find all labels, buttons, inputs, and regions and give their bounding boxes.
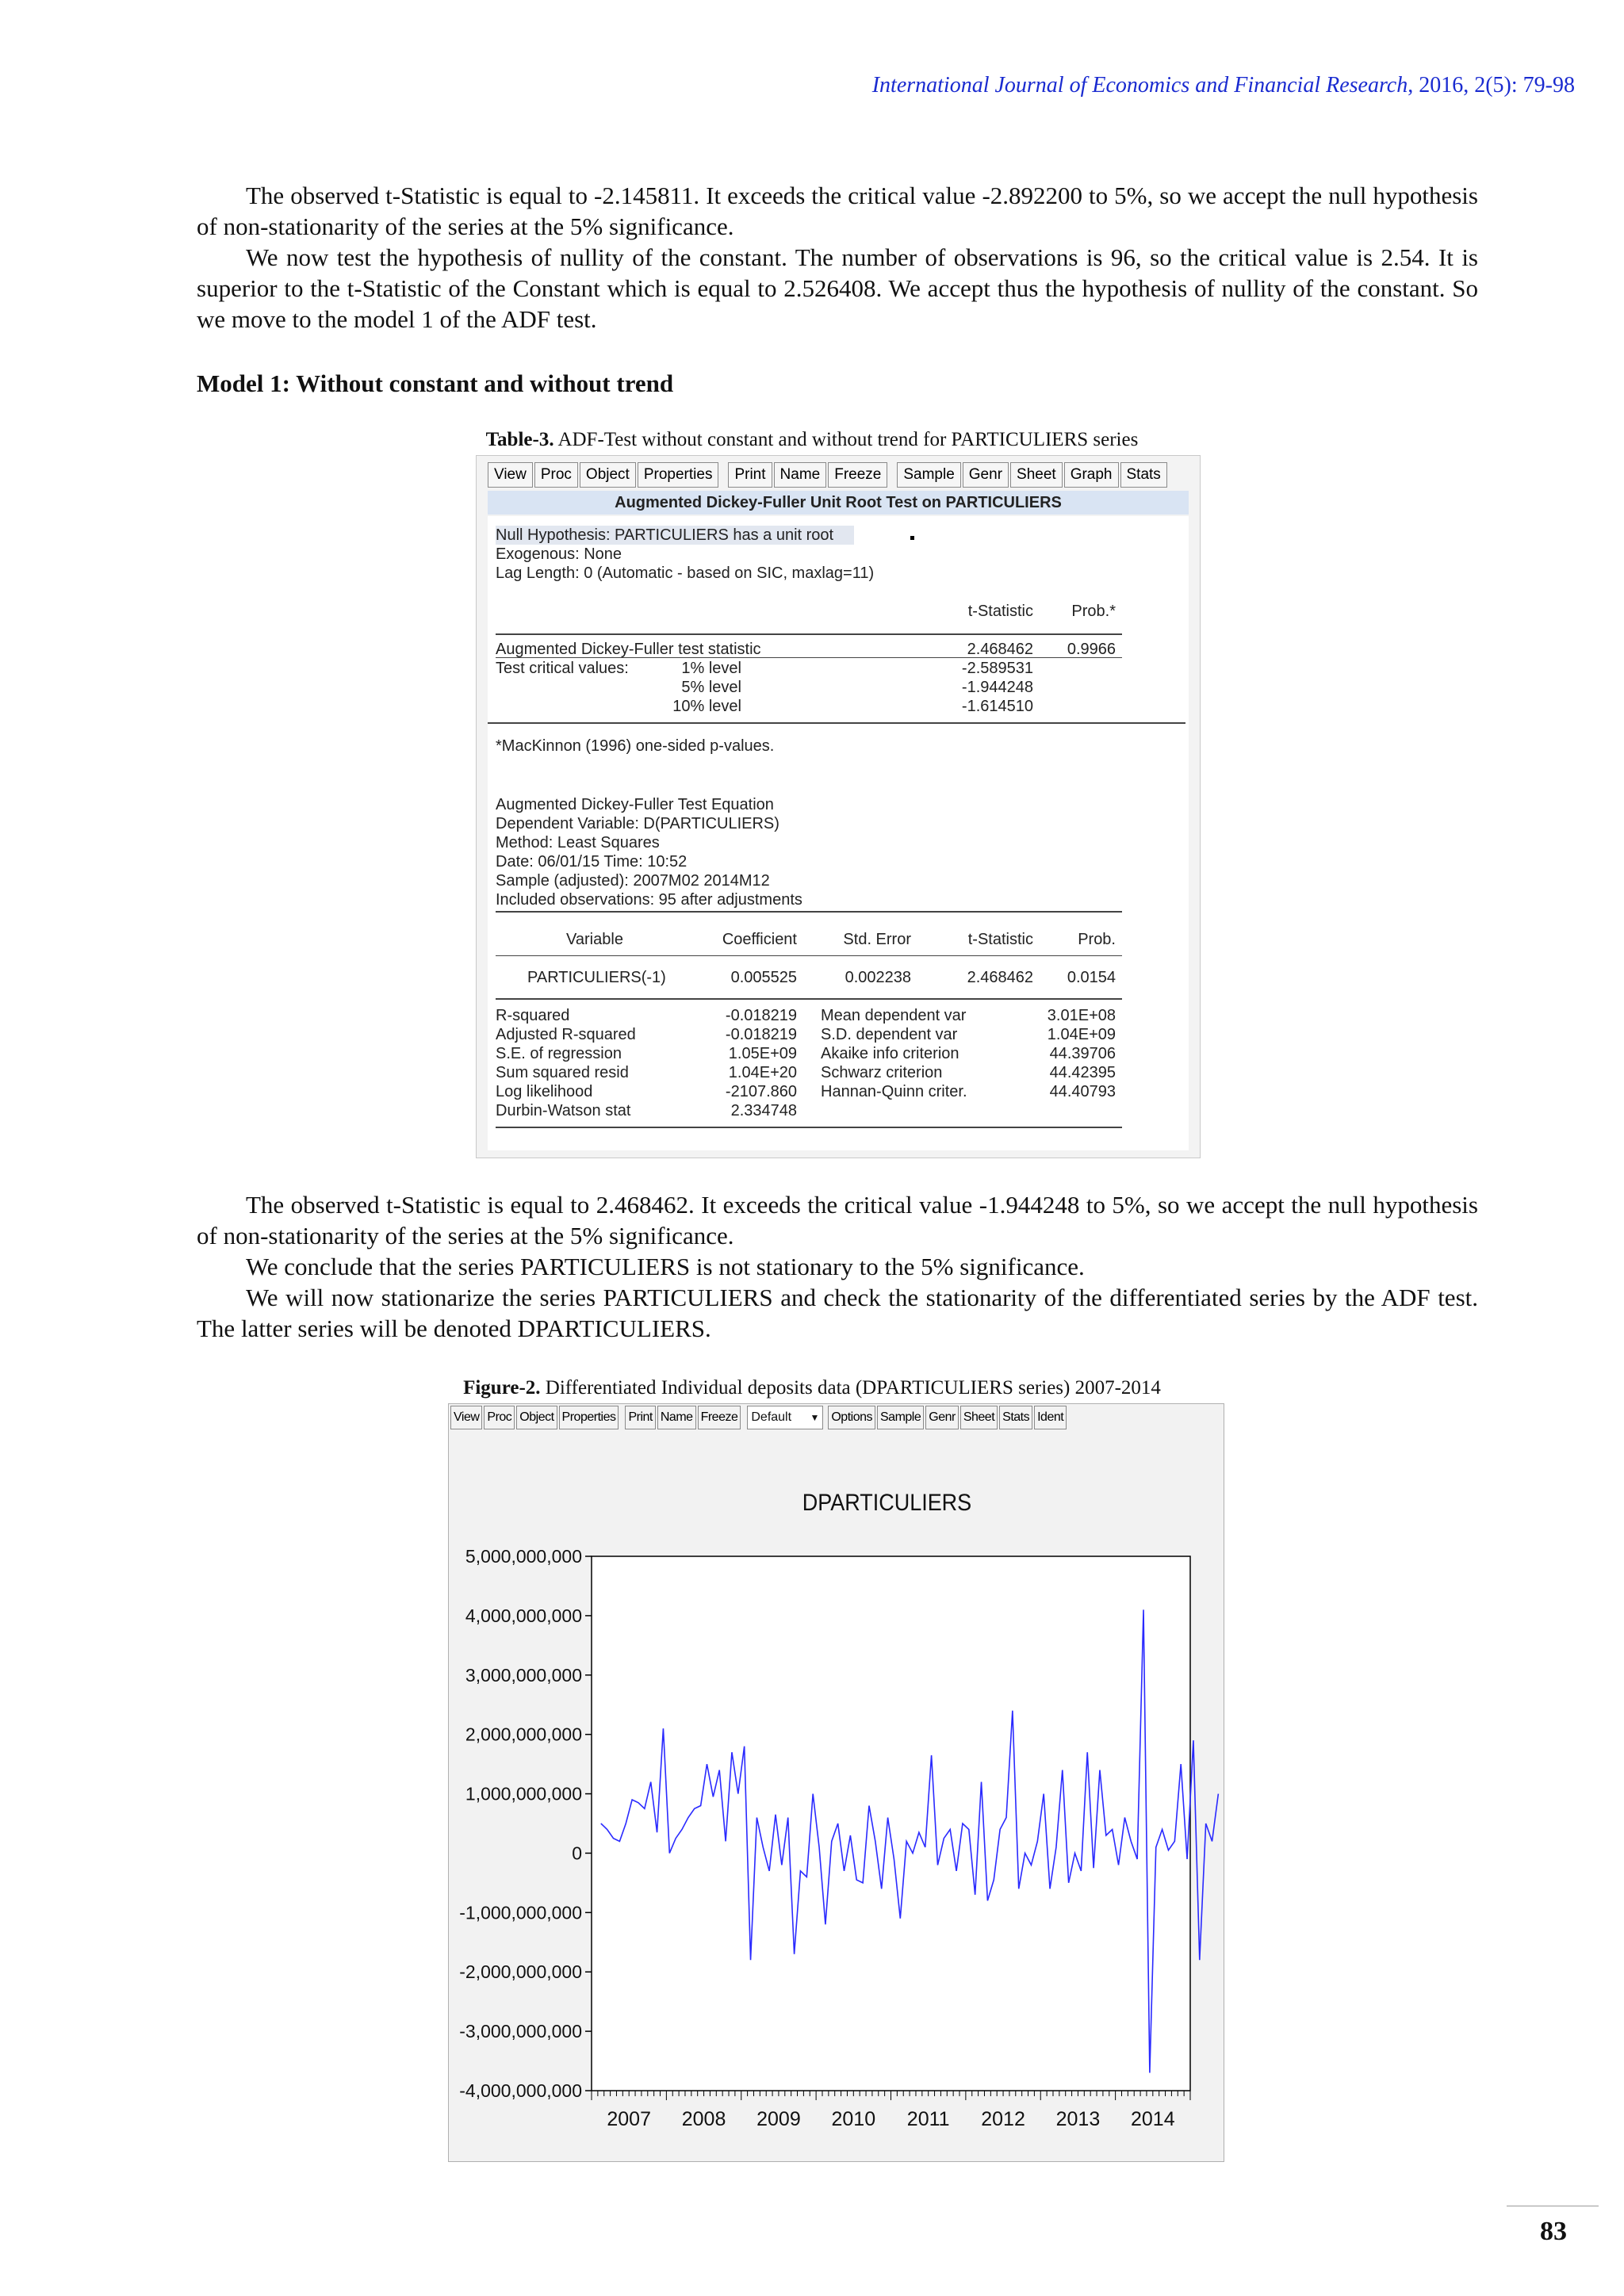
coef-header-coefficient: Coefficient: [722, 931, 797, 948]
plot-area: [592, 1556, 1190, 2091]
stat-label: Sum squared resid: [496, 1064, 629, 1081]
graph-button[interactable]: Graph: [1064, 462, 1119, 488]
y-tick-label: 0: [572, 1843, 582, 1864]
coef-tstat: 2.468462: [967, 969, 1033, 986]
table-rule: [488, 722, 1185, 724]
page-number: 83: [1540, 2217, 1567, 2246]
y-tick-label: 5,000,000,000: [465, 1546, 582, 1567]
coef-stderror: 0.002238: [845, 969, 911, 986]
journal-title: International Journal of Economics and Financial Research: [871, 73, 1408, 98]
stat-label: Mean dependent var: [821, 1007, 967, 1024]
graph-toolbar: [450, 1406, 1068, 1429]
equation-line: Date: 06/01/15 Time: 10:52: [496, 853, 688, 871]
sheet-button[interactable]: Sheet: [1010, 462, 1063, 488]
properties-button[interactable]: Properties: [638, 462, 719, 488]
line-chart: [449, 1431, 1222, 2159]
coef-header-variable: Variable: [566, 931, 623, 948]
table-caption-label: Table-3.: [485, 429, 554, 450]
body-text-middle: [197, 1189, 1478, 1344]
col-header-tstat: t-Statistic: [967, 603, 1033, 620]
stat-label: Akaike info criterion: [821, 1045, 959, 1062]
equation-line: Dependent Variable: D(PARTICULIERS): [496, 815, 779, 832]
proc-button[interactable]: Proc: [534, 462, 578, 488]
eviews-table-window: [476, 455, 1201, 1158]
genr-button[interactable]: Genr: [925, 1406, 959, 1429]
view-button[interactable]: View: [488, 462, 533, 488]
stats-button[interactable]: Stats: [1120, 462, 1167, 488]
genr-button[interactable]: Genr: [963, 462, 1009, 488]
chevron-down-icon: ▼: [810, 1412, 820, 1423]
crit-value: -1.614510: [961, 698, 1033, 715]
equation-line: Augmented Dickey-Fuller Test Equation: [496, 796, 774, 813]
stat-label: S.D. dependent var: [821, 1026, 958, 1043]
crit-value: -2.589531: [961, 660, 1033, 677]
figure-caption: [0, 1377, 1624, 1399]
eviews-graph-window: [448, 1403, 1224, 2162]
stat-value: -0.018219: [725, 1007, 797, 1024]
y-tick-label: -4,000,000,000: [459, 2080, 582, 2101]
freeze-button[interactable]: Freeze: [698, 1406, 741, 1429]
table-caption-text: ADF-Test without constant and without trend for PARTICULIERS series: [553, 429, 1139, 450]
view-button[interactable]: View: [450, 1406, 482, 1429]
table-rule: [496, 955, 1122, 956]
stat-label: R-squared: [496, 1007, 570, 1024]
stat-value: 1.05E+09: [728, 1045, 797, 1062]
stat-value: 3.01E+08: [1047, 1007, 1116, 1024]
paragraph: We conclude that the series PARTICULIERS is not stationary to the 5% significance.: [246, 1253, 1085, 1280]
stat-label: Durbin-Watson stat: [496, 1102, 631, 1119]
proc-button[interactable]: Proc: [484, 1406, 515, 1429]
table-caption: [0, 429, 1624, 451]
sample-button[interactable]: Sample: [877, 1406, 924, 1429]
adf-label: Augmented Dickey-Fuller test statistic: [496, 641, 761, 658]
stat-value: 1.04E+09: [1047, 1026, 1116, 1043]
sample-button[interactable]: Sample: [897, 462, 960, 488]
name-button[interactable]: Name: [657, 1406, 696, 1429]
chart-title: DPARTICULIERS: [802, 1489, 972, 1517]
stat-value: 44.42395: [1049, 1064, 1116, 1081]
print-button[interactable]: Print: [625, 1406, 655, 1429]
graph-type-value: Default: [751, 1410, 792, 1424]
exogenous: Exogenous: None: [496, 545, 622, 563]
crit-level: 5% level: [681, 679, 741, 696]
cursor-marker: [910, 536, 914, 540]
crit-label: Test critical values:: [496, 660, 629, 677]
table-rule: [496, 657, 1122, 658]
stat-value: -0.018219: [725, 1026, 797, 1043]
figure-caption-label: Figure-2.: [463, 1377, 541, 1399]
crit-level: 1% level: [681, 660, 741, 677]
coef-header-prob: Prob.: [1078, 931, 1116, 948]
y-tick-label: 1,000,000,000: [465, 1783, 582, 1804]
ident-button[interactable]: Ident: [1034, 1406, 1067, 1429]
table-toolbar: [488, 462, 1169, 489]
table-rule: [496, 998, 1122, 1000]
adf-prob: 0.9966: [1067, 641, 1116, 658]
adf-tstat: 2.468462: [967, 641, 1033, 658]
equation-line: Sample (adjusted): 2007M02 2014M12: [496, 872, 770, 890]
table-panel: [488, 516, 1189, 1150]
coef-variable: PARTICULIERS(-1): [527, 969, 666, 986]
graph-type-select[interactable]: [747, 1406, 823, 1429]
table-window-title: Augmented Dickey-Fuller Unit Root Test on PARTICULIERS: [488, 491, 1189, 515]
object-button[interactable]: Object: [516, 1406, 557, 1429]
col-header-prob: Prob.*: [1071, 603, 1116, 620]
lag-length: Lag Length: 0 (Automatic - based on SIC, maxlag=11): [496, 564, 875, 582]
y-tick-label: -1,000,000,000: [459, 1902, 582, 1923]
stat-label: Schwarz criterion: [821, 1064, 943, 1081]
y-tick-label: -3,000,000,000: [459, 2021, 582, 2042]
paragraph: The observed t-Statistic is equal to -2.145811. It exceeds the critical value -2.892200 to 5%, so we accept the null hypothesis of non-stationarity of the series at the 5% significance.: [197, 182, 1478, 240]
table-rule: [496, 911, 1122, 913]
stat-label: Adjusted R-squared: [496, 1026, 636, 1043]
object-button[interactable]: Object: [580, 462, 636, 488]
x-tick-label: 2010: [831, 2108, 876, 2130]
crit-level: 10% level: [672, 698, 741, 715]
stat-label: Log likelihood: [496, 1083, 593, 1100]
stat-value: 44.39706: [1049, 1045, 1116, 1062]
y-tick-label: 4,000,000,000: [465, 1605, 582, 1626]
coef-prob: 0.0154: [1067, 969, 1116, 986]
crit-value: -1.944248: [961, 679, 1033, 696]
stat-value: 1.04E+20: [728, 1064, 797, 1081]
print-button[interactable]: Print: [728, 462, 772, 488]
null-hypothesis: Null Hypothesis: PARTICULIERS has a unit root: [496, 526, 854, 545]
x-tick-label: 2009: [756, 2108, 801, 2130]
stats-button[interactable]: Stats: [999, 1406, 1032, 1429]
x-tick-label: 2011: [906, 2108, 950, 2130]
x-tick-label: 2014: [1131, 2108, 1175, 2130]
stat-value: 2.334748: [730, 1102, 797, 1119]
paragraph: We will now stationarize the series PARTICULIERS and check the stationarity of the differentiated series by the ADF test. The latter series will be denoted DPARTICULIERS.: [197, 1284, 1478, 1342]
stat-value: 44.40793: [1049, 1083, 1116, 1100]
section-heading: Model 1: Without constant and without trend: [197, 369, 674, 397]
y-tick-label: 3,000,000,000: [465, 1664, 582, 1686]
footnote: *MacKinnon (1996) one-sided p-values.: [496, 737, 775, 755]
journal-details: , 2016, 2(5): 79-98: [1408, 73, 1575, 98]
name-button[interactable]: Name: [774, 462, 827, 488]
x-tick-label: 2007: [607, 2108, 651, 2130]
y-tick-label: 2,000,000,000: [465, 1724, 582, 1745]
coef-header-tstat: t-Statistic: [967, 931, 1033, 948]
running-head: [872, 73, 1575, 98]
x-tick-label: 2013: [1055, 2108, 1101, 2130]
properties-button[interactable]: Properties: [559, 1406, 619, 1429]
paragraph: We now test the hypothesis of nullity of the constant. The number of observations is 96, so the critical value is 2.54. It is superior to the t-Statistic of the Constant which is equal to 2.526408. We accept thus the hypothesis of nullity of the constant. So we move to the model 1 of the ADF test.: [197, 243, 1478, 333]
y-tick-label: -2,000,000,000: [459, 1961, 582, 1983]
coef-value: 0.005525: [730, 969, 797, 986]
stat-label: Hannan-Quinn criter.: [821, 1083, 967, 1100]
coef-header-stderror: Std. Error: [843, 931, 911, 948]
sheet-button[interactable]: Sheet: [960, 1406, 998, 1429]
table-rule: [496, 633, 1122, 635]
stat-label: S.E. of regression: [496, 1045, 622, 1062]
equation-line: Method: Least Squares: [496, 834, 660, 851]
x-tick-label: 2008: [681, 2108, 726, 2130]
figure-caption-text: Differentiated Individual deposits data (DPARTICULIERS series) 2007-2014: [540, 1377, 1161, 1399]
table-rule: [496, 1127, 1122, 1128]
body-text-top: [197, 180, 1478, 335]
freeze-button[interactable]: Freeze: [828, 462, 887, 488]
options-button[interactable]: Options: [828, 1406, 875, 1429]
equation-line: Included observations: 95 after adjustments: [496, 891, 802, 909]
x-tick-label: 2012: [981, 2108, 1025, 2130]
stat-value: -2107.860: [725, 1083, 797, 1100]
paragraph: The observed t-Statistic is equal to 2.468462. It exceeds the critical value -1.944248 to 5%, so we accept the null hypothesis of non-stationarity of the series at the 5% significance.: [197, 1191, 1478, 1249]
